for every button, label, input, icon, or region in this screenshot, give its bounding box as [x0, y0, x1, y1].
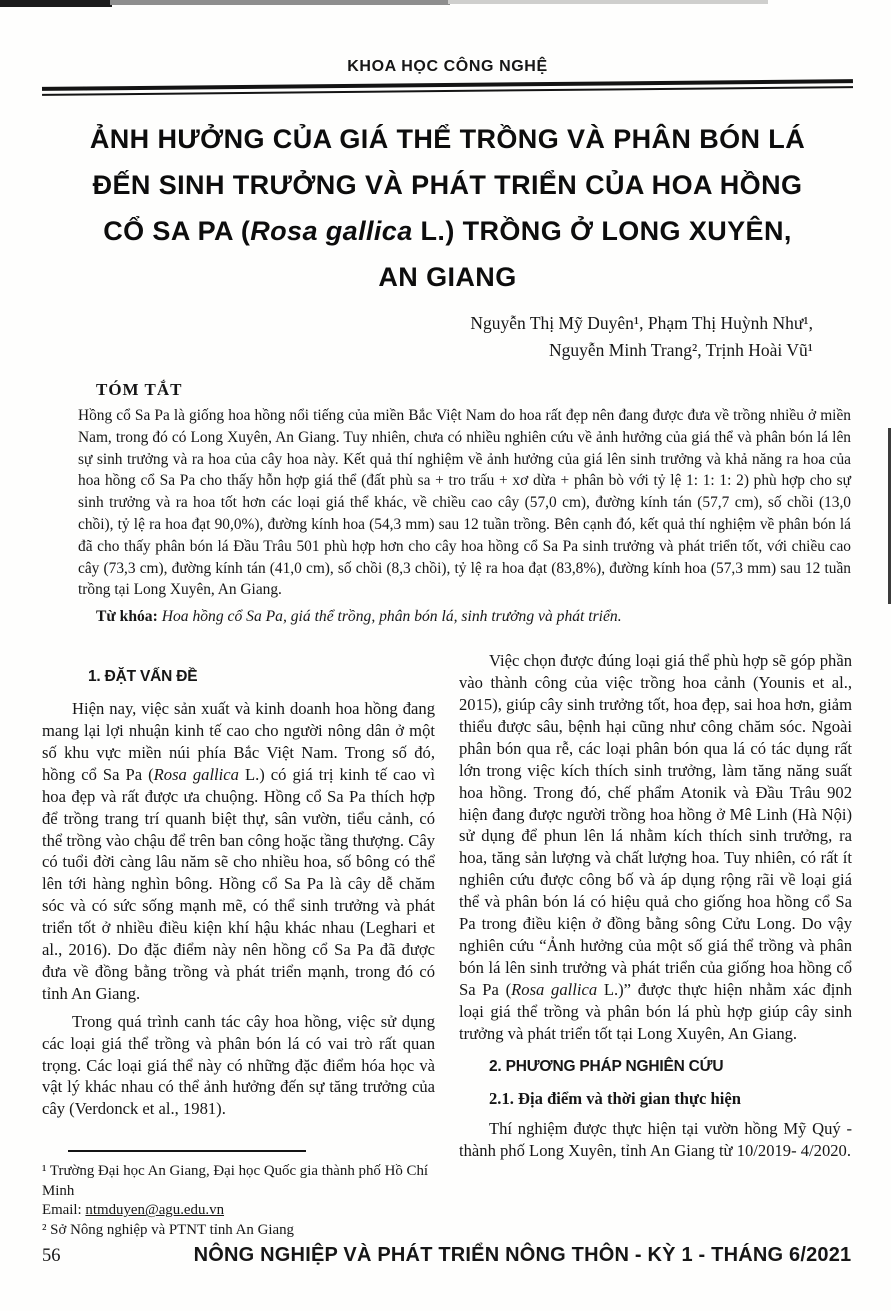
- intro-p1-pre: Hiện nay, việc sản xuất và kinh doanh hoa hồng đang mang lại lợi nhuận kinh tế cao cho người nông dân ở một số khu vực miền núi phía Bắc Việt Nam. Trong số đó, hồng cổ Sa Pa (: [42, 699, 435, 784]
- keywords-label: Từ khóa:: [96, 608, 158, 626]
- footnote-block: [42, 1150, 435, 1240]
- email-address: ntmduyen@agu.edu.vn: [85, 1202, 225, 1219]
- journal-footer-title: NÔNG NGHIỆP VÀ PHÁT TRIỂN NÔNG THÔN - KỲ 1 - THÁNG 6/2021: [193, 1244, 852, 1266]
- footnote-email-line: [42, 1201, 435, 1221]
- footnote-rule: [68, 1150, 306, 1152]
- section-2-1-heading: 2.1. Địa điểm và thời gian thực hiện: [489, 1089, 741, 1109]
- author-list: [42, 310, 853, 364]
- body-p3-pre: Việc chọn được đúng loại giá thể phù hợp sẽ góp phần vào thành công của việc trồng hoa cảnh (Younis et al., 2015), giúp cây sinh trưởng tốt, hoa đẹp, sai hoa hơn, giảm thiểu được sâu, bệnh hại cũng như công chăm sóc. Ngoài phân bón qua rễ, các loại phân bón qua lá có tác dụng rất lớn trong việc kích thích sinh trưởng, làm tăng năng suất hoa hồng. Trong đó, chế phẩm Atonik và Đầu Trâu 902 hiện đang được người trồng hoa hồng ở Mê Linh (Hà Nội) sử dụng để phun lên lá nhằm kích thích sinh trưởng, ra hoa, tăng sản lượng và chất lượng hoa. Tuy nhiên, có rất ít nghiên cứu được công bố và áp dụng rộng rãi về loại giá thể và phân bón lá có hiệu quả cho giống hoa hồng cổ Sa Pa trong điều kiện ở đồng bằng sông Cửu Long. Do vậy nghiên cứu “Ảnh hưởng của một số giá thể trồng và phân bón lá lên sinh trưởng và phát triển của giống hoa hồng cổ Sa Pa (: [459, 651, 852, 999]
- page-content: [0, 58, 891, 1241]
- author-line-2: Nguyễn Minh Trang², Trịnh Hoài Vũ¹: [549, 340, 813, 360]
- intro-p1-post: L.) có giá trị kinh tế cao vì hoa đẹp và rất được ưa chuộng. Hồng cổ Sa Pa thích hợp để trồng trang trí quanh biệt thự, sân vườn, tiểu cảnh, có thể trồng vào chậu để trên ban công hoặc tầng thượng. Cây có tuổi đời càng lâu năm sẽ cho nhiều hoa, số bông có thể lên tới hàng nghìn bông. Hồng cổ Sa Pa là cây dễ chăm sóc và có sức sống mạnh mẽ, có thể sinh trưởng và phát triển tốt ở nhiều điều kiện khí hậu khác nhau (Leghari et al., 2016). Do đặc điểm này nên hồng cổ Sa Pa đã được đưa về đồng bằng trồng và phát triển mạnh, trong đó có tỉnh An Giang.: [42, 764, 435, 1003]
- header-rule: [42, 79, 853, 96]
- keywords-text: Hoa hồng cổ Sa Pa, giá thể trồng, phân bón lá, sinh trưởng và phát triển.: [157, 608, 622, 626]
- methods-paragraph: Thí nghiệm được thực hiện tại vườn hồng Mỹ Quý - thành phố Long Xuyên, tỉnh An Giang từ 10/2019- 4/2020.: [459, 1119, 852, 1161]
- title-line-3-post: L.) TRỒNG Ở LONG XUYÊN,: [412, 216, 792, 246]
- scan-artifact-top-gray: [110, 0, 450, 5]
- scan-artifact-top-dark: [0, 0, 112, 7]
- abstract-text: Hồng cổ Sa Pa là giống hoa hồng nổi tiếng của miền Bắc Việt Nam do hoa rất đẹp nên đang được đưa về trồng nhiều ở miền Nam, trong đó có Long Xuyên, An Giang. Tuy nhiên, chưa có nhiều nghiên cứu về ảnh hưởng của giá thể và phân bón lá lên sự sinh trưởng và ra hoa của cây hoa này. Kết quả thí nghiệm về ảnh hưởng của giá lên sinh trưởng và khả năng ra hoa của hoa hồng cổ Sa Pa cho thấy hỗn hợp giá thể (đất phù sa + tro trấu + xơ dừa + phân bò với tỷ lệ 1: 1: 1: 2) phù hợp cho sự sinh trưởng và ra hoa tốt hơn các loại giá thể khác, về chiều cao cây (57,0 cm), đường kính tán (57,7 cm), số chồi (13,0 chồi), tỷ lệ ra hoa đạt 90,0%), đường kính hoa (54,3 mm) sau 12 tuần trồng. Bên cạnh đó, kết quả thí nghiệm về phân bón lá đã cho thấy phân bón lá Đầu Trâu 501 phù hợp hơn cho cây hoa hồng cổ Sa Pa sinh trưởng và phát triển tốt, với chiều cao cây (73,3 cm), đường kính tán (41,0 cm), số chồi (8,3 chồi), tỷ lệ ra hoa đạt (83,8%), đường kính hoa (57,3 mm) sau 12 tuần trồng tại Long Xuyên, An Giang.: [78, 407, 851, 599]
- two-column-body: [42, 650, 853, 1241]
- title-line-1: ẢNH HƯỞNG CỦA GIÁ THỂ TRỒNG VÀ PHÂN BÓN LÁ: [89, 124, 806, 154]
- email-label: Email:: [42, 1202, 86, 1219]
- section-2-heading: 2. PHƯƠNG PHÁP NGHIÊN CỨU: [489, 1058, 724, 1076]
- title-line-2: ĐẾN SINH TRƯỞNG VÀ PHÁT TRIỂN CỦA HOA HỒNG: [92, 170, 803, 200]
- footnote-affiliation-1: ¹ Trường Đại học An Giang, Đại học Quốc gia thành phố Hồ Chí Minh: [42, 1163, 429, 1199]
- abstract-heading: TÓM TẮT: [96, 380, 183, 399]
- body-paragraph-3: [459, 650, 852, 1044]
- left-column: [42, 650, 435, 1241]
- article-title: [52, 116, 843, 300]
- author-line-1: Nguyễn Thị Mỹ Duyên¹, Phạm Thị Huỳnh Như¹,: [470, 313, 813, 333]
- page-number: 56: [42, 1246, 61, 1266]
- title-line-3: [52, 208, 843, 254]
- species-name-title: Rosa gallica: [250, 216, 413, 246]
- species-name-body: Rosa gallica: [511, 979, 598, 999]
- body-p3-post: L.)” được thực hiện nhằm xác định loại giá thể trồng và phân bón lá phù hợp giúp cây sinh trưởng và phát triển tốt tại Long Xuyên, An Giang.: [459, 979, 853, 1043]
- title-line-4: AN GIANG: [378, 262, 517, 292]
- section-1-heading: 1. ĐẶT VẤN ĐỀ: [88, 668, 198, 686]
- footnote-affiliation-2: ² Sở Nông nghiệp và PTNT tỉnh An Giang: [42, 1222, 294, 1239]
- keywords-line: [96, 608, 853, 626]
- page-footer: [42, 1244, 853, 1267]
- intro-paragraph-2: Trong quá trình canh tác cây hoa hồng, việc sử dụng các loại giá thể trồng và phân bón lá có vai trò rất quan trọng. Các loại giá thể này có những đặc điểm hóa học và vật lý khác nhau có thể ảnh hưởng đến sự tăng trưởng của cây (Verdonck et al., 1981).: [42, 1011, 435, 1119]
- right-column: [459, 650, 852, 1241]
- scan-artifact-top-light: [448, 0, 768, 4]
- running-head: KHOA HỌC CÔNG NGHỆ: [347, 58, 548, 75]
- title-line-3-pre: CỔ SA PA (: [103, 216, 251, 246]
- intro-paragraph-1: [42, 698, 435, 1005]
- species-name-intro: Rosa gallica: [153, 764, 239, 784]
